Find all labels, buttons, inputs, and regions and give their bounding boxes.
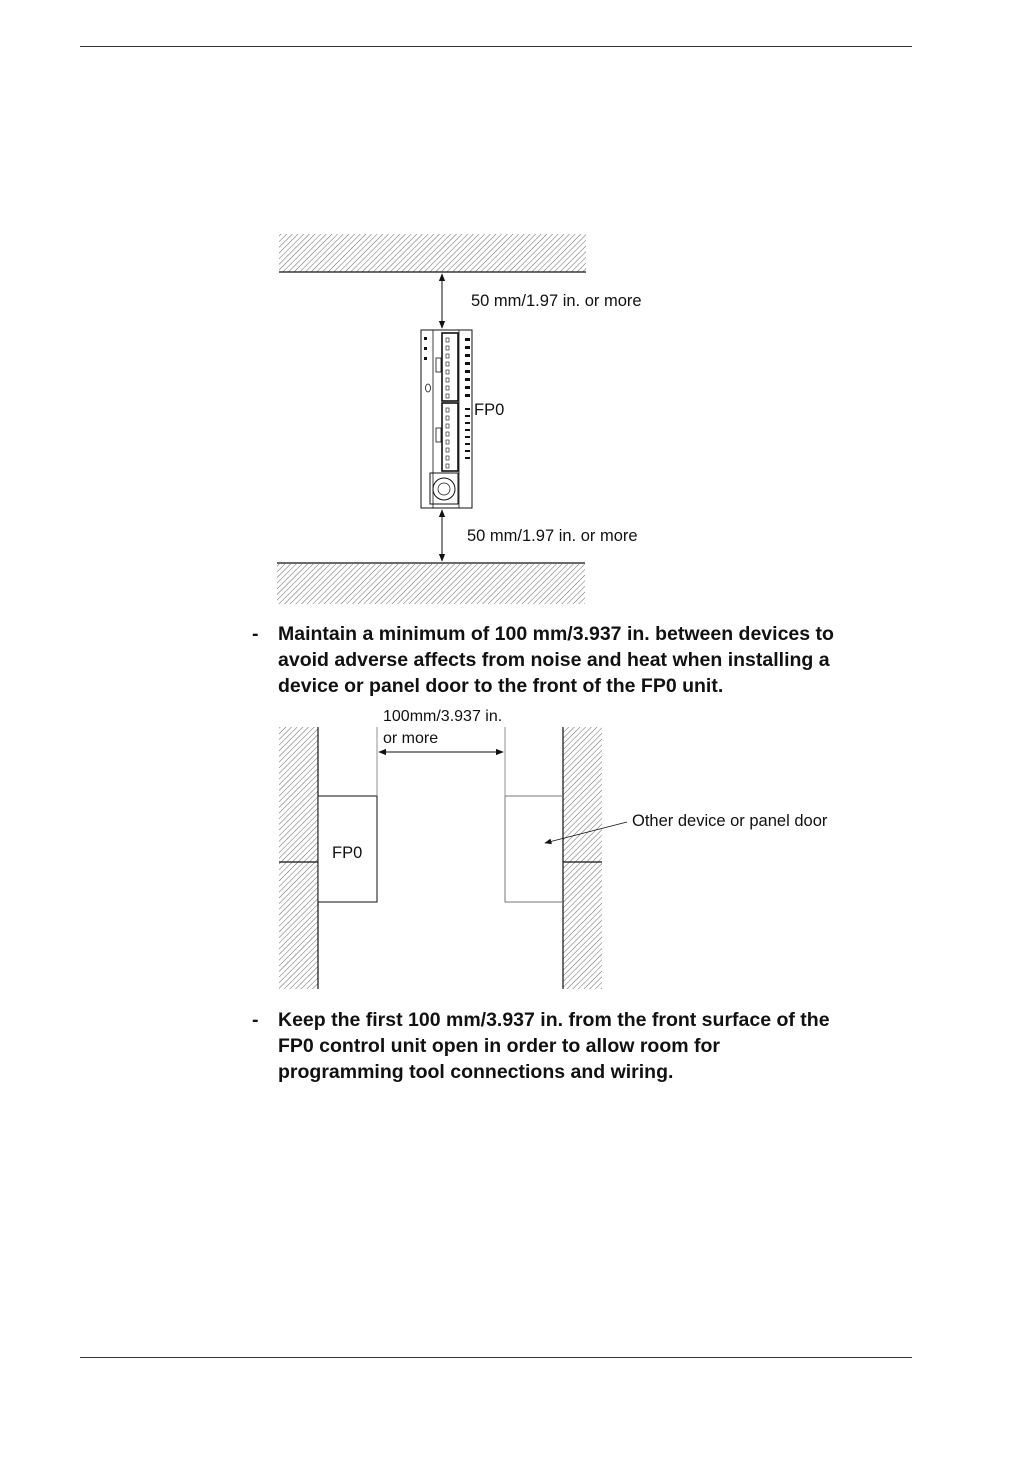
left-wall-hatch xyxy=(279,727,318,989)
bottom-clearance-label: 50 mm/1.97 in. or more xyxy=(467,527,638,545)
fp0-unit-drawing xyxy=(421,330,472,508)
bottom-wall-hatch xyxy=(277,564,585,604)
top-clearance-label: 50 mm/1.97 in. or more xyxy=(471,292,642,310)
front-clearance-label-2: or more xyxy=(383,730,439,747)
bullet-line: Keep the first 100 mm/3.937 in. from the front surface of the xyxy=(278,1009,830,1031)
bullet-line: device or panel door to the front of the FP0 unit. xyxy=(278,675,724,697)
bullet-line: programming tool connections and wiring. xyxy=(278,1061,674,1083)
top-wall-hatch xyxy=(279,234,586,272)
fp0-label: FP0 xyxy=(474,401,505,419)
bullet-line: avoid adverse affects from noise and heat when installing a xyxy=(278,649,830,671)
right-wall-hatch xyxy=(563,727,602,989)
bullet-line: Maintain a minimum of 100 mm/3.937 in. between devices to xyxy=(278,623,834,645)
bullet-text xyxy=(278,621,928,699)
footer-rule xyxy=(80,1357,912,1358)
fp0-box-label: FP0 xyxy=(332,844,363,862)
figure-front-clearance xyxy=(279,708,828,989)
front-clearance-label-1: 100mm/3.937 in. xyxy=(383,708,503,725)
bullet-dash: - xyxy=(252,1009,259,1031)
other-device-box xyxy=(505,796,563,902)
other-device-label: Other device or panel door xyxy=(632,812,828,830)
bullet-line: FP0 control unit open in order to allow room for xyxy=(278,1035,720,1057)
bullet-text xyxy=(278,1007,928,1085)
bullet-dash: - xyxy=(252,623,259,645)
